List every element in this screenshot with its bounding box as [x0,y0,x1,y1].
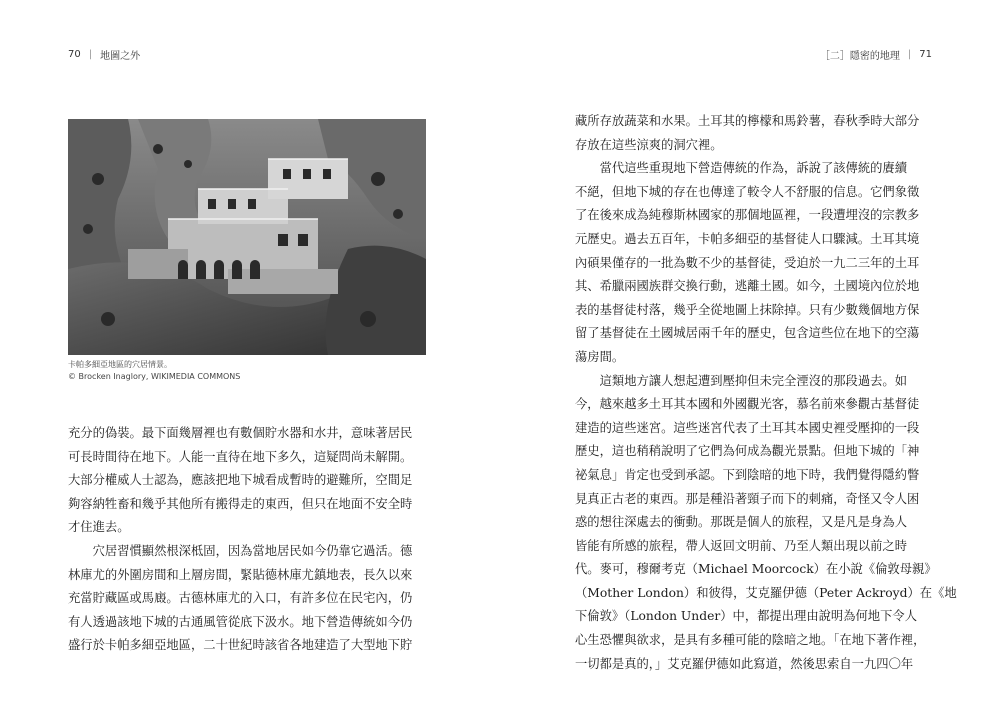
photo-caption-text: 卡帕多細亞地區的穴居情景。 [68,360,172,369]
text-line: 穴居習慣顯然根深柢固，因為當地居民如今仍靠它過活。德 [68,543,413,558]
photo-credit: © Brocken Inaglory, WIKIMEDIA COMMONS [68,372,241,381]
text-line: 了在後來成為純穆斯林國家的那個地區裡，一段遭埋沒的宗教多 [575,208,920,223]
text-line: 一切都是真的，」艾克羅伊德如此寫道，然後思索自一九四〇年 [575,656,914,671]
right-page [500,0,1000,710]
text-line: 心生恐懼與欲求，是具有多種可能的陰暗之地。「在地下著作裡， [575,633,926,648]
photo-caption [68,359,240,383]
running-head-divider: | [88,49,93,60]
text-line: 建造的這些迷宮。這些迷宮代表了土耳其本國史裡受壓抑的一段 [575,420,920,435]
text-line: 可長時間待在地下。人能一直待在地下多久，這疑問尚未解開。 [68,449,413,464]
text-line: 下倫敦》（London Under）中，都提出理由說明為何地下令人 [575,609,917,624]
text-line: 藏所存放蔬菜和水果。土耳其的檸檬和馬鈴薯，春秋季時大部分 [575,114,920,128]
cave-dwelling-photo-illustration [68,119,426,355]
text-line: 夠容納牲畜和幾乎其他所有搬得走的東西，但只在地面不安全時 [68,496,413,511]
text-line: （Mother London）和彼得，艾克羅伊德（Peter Ackroyd）在《地 [575,585,957,600]
text-line: 充分的偽裝。最下面幾層裡也有數個貯水器和水井，意味著居民 [68,426,413,440]
right-chapter-title: ［二］隱密的地理 [819,51,900,62]
left-section-title: 地圖之外 [100,51,141,62]
text-line: 盛行於卡帕多細亞地區，二十世紀時該省各地建造了大型地下貯 [68,638,413,653]
text-line: 蕩房間。 [575,349,625,364]
text-line: 當代這些重現地下營造傳統的作為，訴說了該傳統的賡續 [575,161,908,176]
text-line: 祕氣息」肯定也受到承認。下到陰暗的地下時，我們覺得隱約瞥 [575,467,920,482]
text-line: 留了基督徒在土國城居兩千年的歷史，包含這些位在地下的空蕩 [575,326,920,341]
text-line: 這類地方讓人想起遭到壓抑但未完全湮沒的那段過去。如 [575,373,908,388]
text-line: 不絕，但地下城的存在也傳達了較令人不舒服的信息。它們象徵 [575,184,920,199]
text-line: 見真正古老的東西。那是種沿著頸子而下的刺痛，奇怪又令人困 [575,491,920,506]
text-line: 元歷史。過去五百年，卡帕多細亞的基督徒人口驟減。土耳其境 [575,231,920,246]
cave-dwelling-photo [68,119,426,355]
text-line: 存放在這些涼爽的洞穴裡。 [575,137,723,152]
text-line: 才住進去。 [68,520,130,535]
text-line: 皆能有所感的旅程，帶人返回文明前、乃至人類出現以前之時 [575,538,908,553]
right-running-head [820,47,932,62]
text-line: 內碩果僅存的一批為數不少的基督徒，受迫於一九二三年的土耳 [575,255,920,270]
right-body-text [575,110,957,676]
right-page-number: 71 [919,49,932,60]
text-line: 林庫尤的外圍房間和上層房間，緊貼德林庫尤鎮地表，長久以來 [68,567,413,582]
left-page-number: 70 [68,49,81,60]
text-line: 充當貯藏區或馬廄。古德林庫尤的入口，有許多位在民宅內，仍 [68,591,413,606]
text-line: 今，越來越多土耳其本國和外國觀光客，慕名前來參觀古基督徒 [575,397,920,412]
text-line: 代。麥可，穆爾考克（Michael Moorcock）在小說《倫敦母親》 [575,562,937,577]
text-line: 大部分權威人士認為，應該把地下城看成暫時的避難所，空間足 [68,473,413,488]
text-line: 其、希臘兩國族群交換行動，逃離土國。如今，土國境內位於地 [575,279,920,294]
left-running-head [68,47,140,62]
text-line: 惑的想往深處去的衝動。那既是個人的旅程，又是凡是身為人 [575,515,908,530]
text-line: 歷史，這也稍稍說明了它們為何成為觀光景點。但地下城的「神 [575,444,920,459]
text-line: 表的基督徒村落，幾乎全從地圖上抹除掉。只有少數幾個地方保 [575,302,920,317]
running-head-divider: | [907,49,912,60]
left-body-text [68,422,412,658]
text-line: 有人透過該地下城的古通風管從底下汲水。地下營造傳統如今仍 [68,614,413,629]
